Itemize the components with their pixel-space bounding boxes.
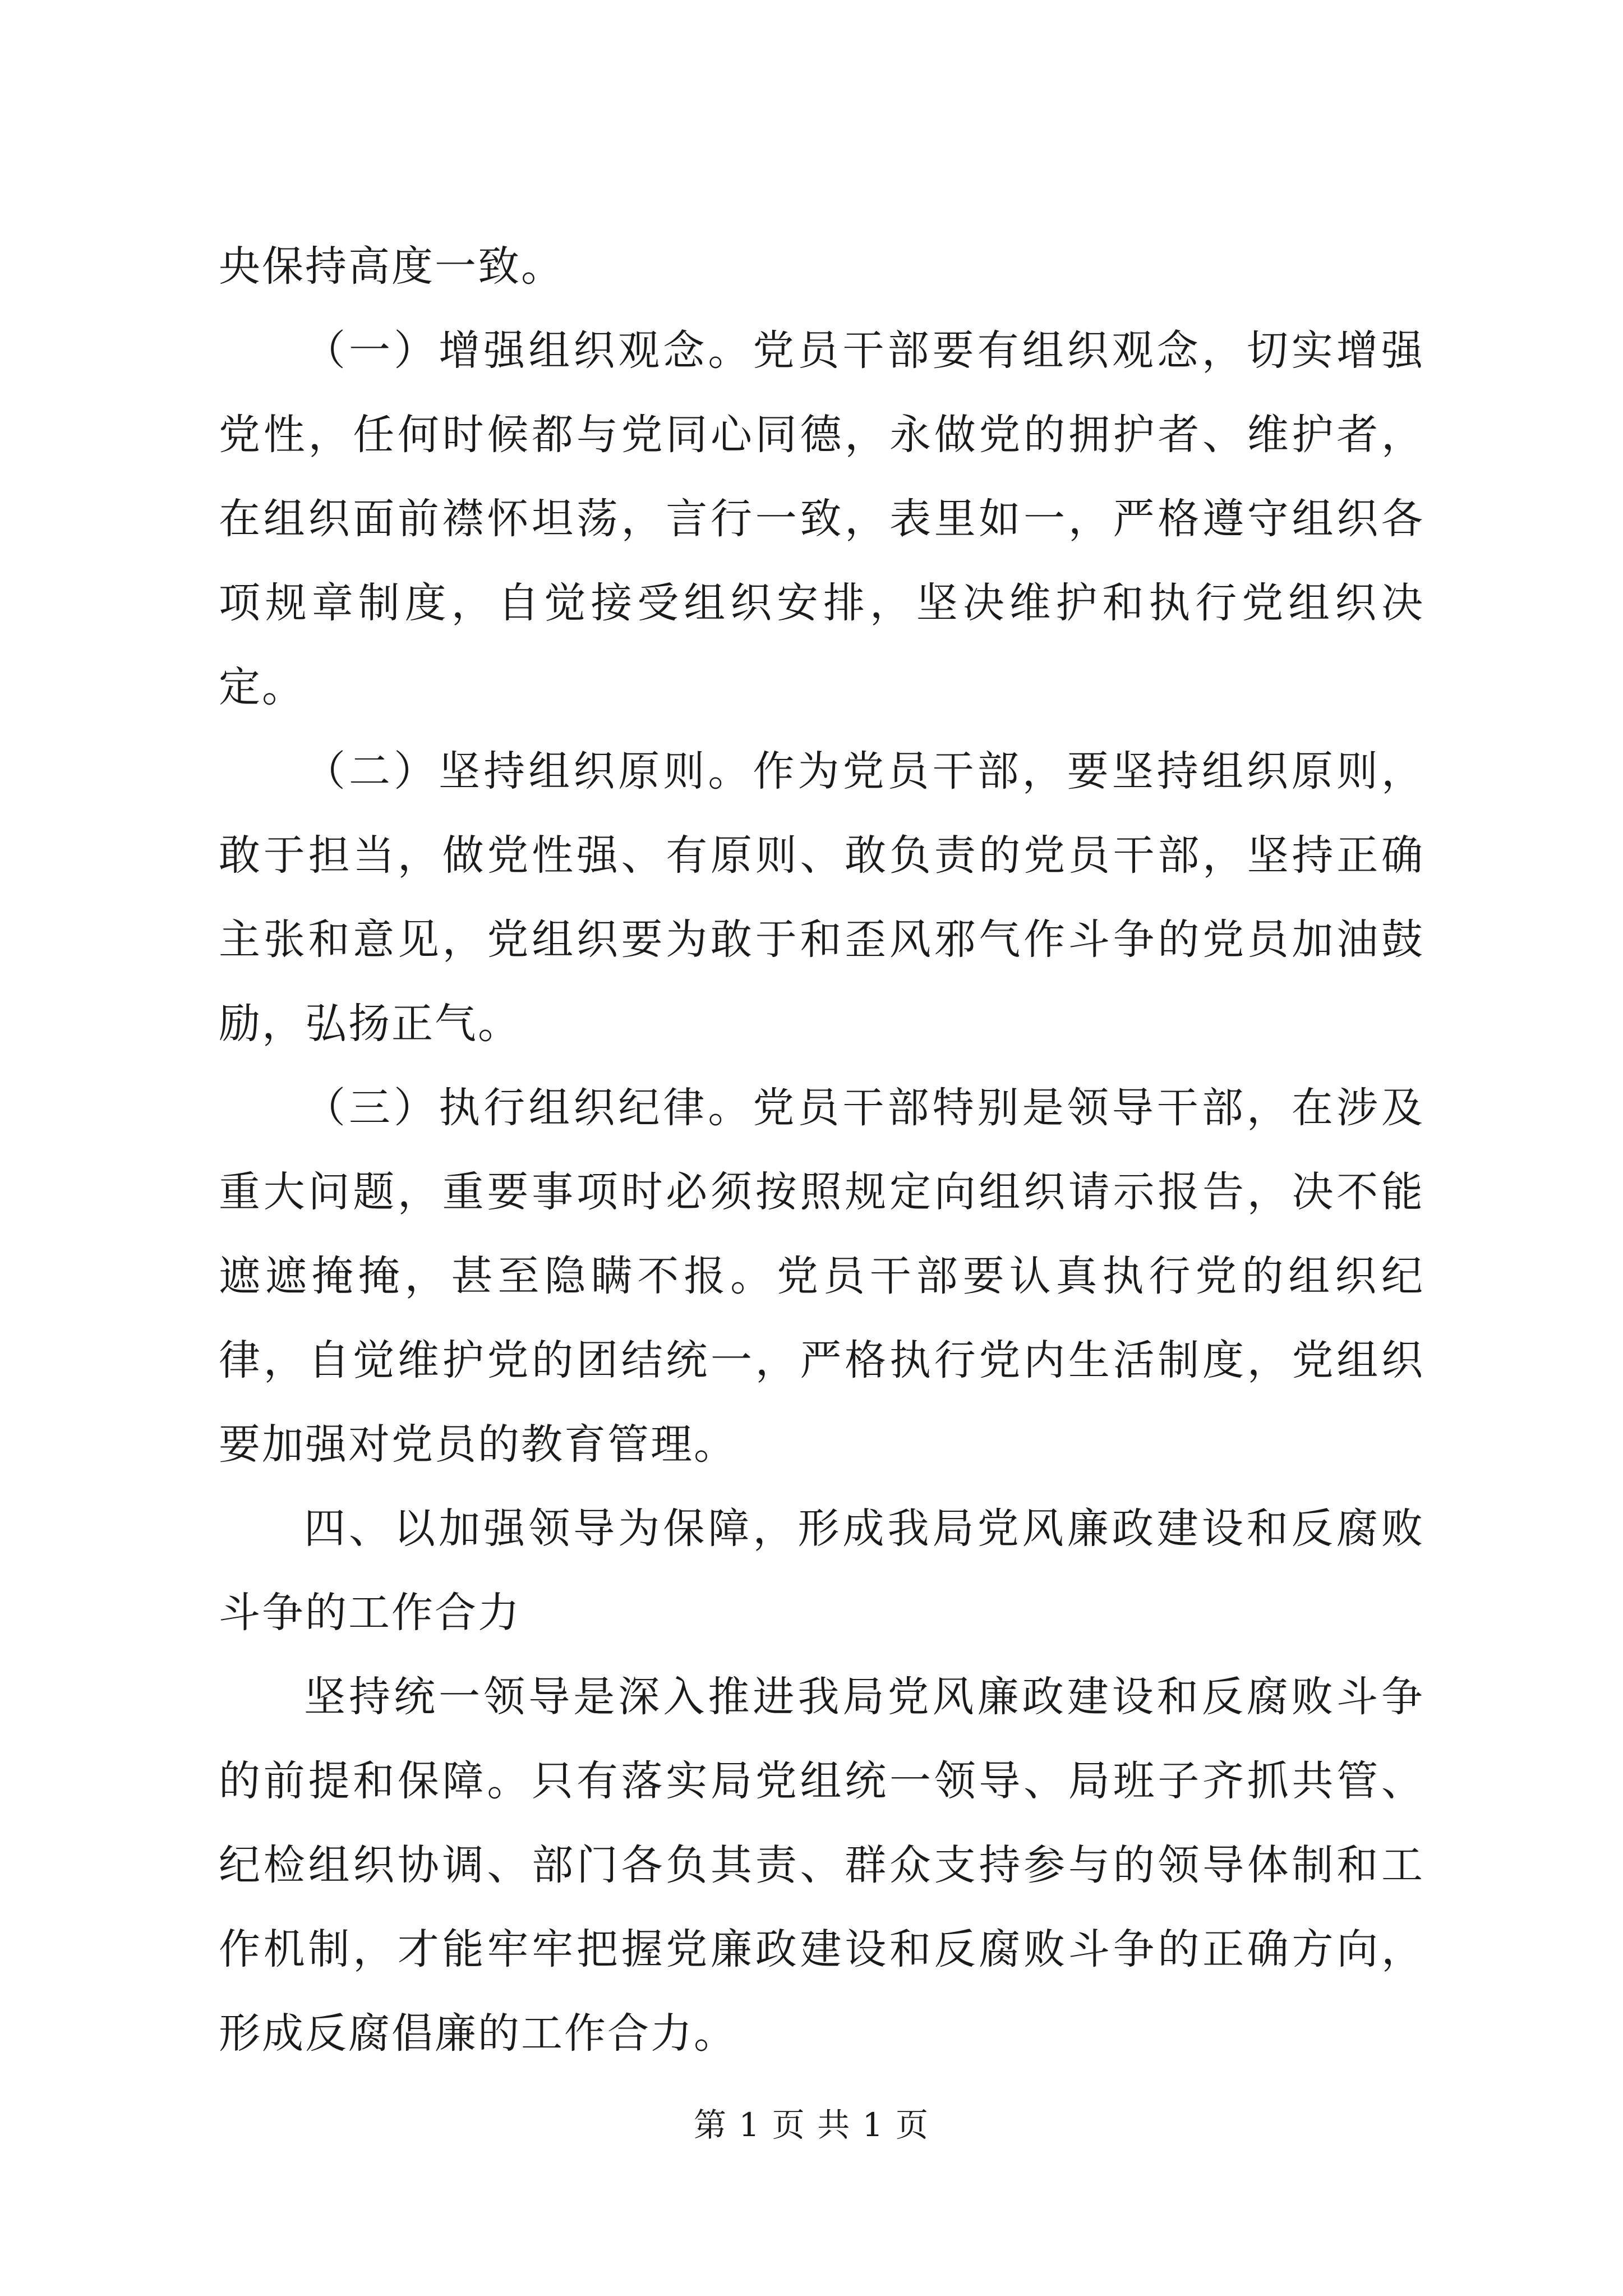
paragraph-organization-principle: （二）坚持组织原则。作为党员干部，要坚持组织原则，敢于担当，做党性强、有原则、敢负责的党员干部，坚持正确主张和意见，党组织要为敢于和歪风邪气作斗争的党员加油鼓励，弘扬正气。 [219,747,1424,1048]
section-heading-four: 四、以加强领导为保障，形成我局党风廉政建设和反腐败斗争的工作合力 [219,1504,1424,1637]
paragraph-organization-concept: （一）增强组织观念。党员干部要有组织观念，切实增强党性，任何时候都与党同心同德，永做党的拥护者、维护者，在组织面前襟怀坦荡，言行一致，表里如一，严格遵守组织各项规章制度，自觉接受组织安排，坚决维护和执行党组织决定。 [219,326,1424,711]
paragraph-continuation: 央保持高度一致。 [219,242,564,291]
paragraph-unified-leadership: 坚持统一领导是深入推进我局党风廉政建设和反腐败斗争的前提和保障。只有落实局党组统一领导、局班子齐抓共管、纪检组织协调、部门各负其责、群众支持参与的领导体制和工作机制，才能牢牢把握党廉政建设和反腐败斗争的正确方向，形成反腐倡廉的工作合力。 [219,1673,1424,2058]
paragraph-organization-discipline: （三）执行组织纪律。党员干部特别是领导干部，在涉及重大问题，重要事项时必须按照规定向组织请示报告，决不能遮遮掩掩，甚至隐瞒不报。党员干部要认真执行党的组织纪律，自觉维护党的团结统一，严格执行党内生活制度，党组织要加强对党员的教育管理。 [219,1084,1424,1469]
document-body [219,224,1424,2076]
page-footer: 第 1 页 共 1 页 [694,2106,929,2144]
